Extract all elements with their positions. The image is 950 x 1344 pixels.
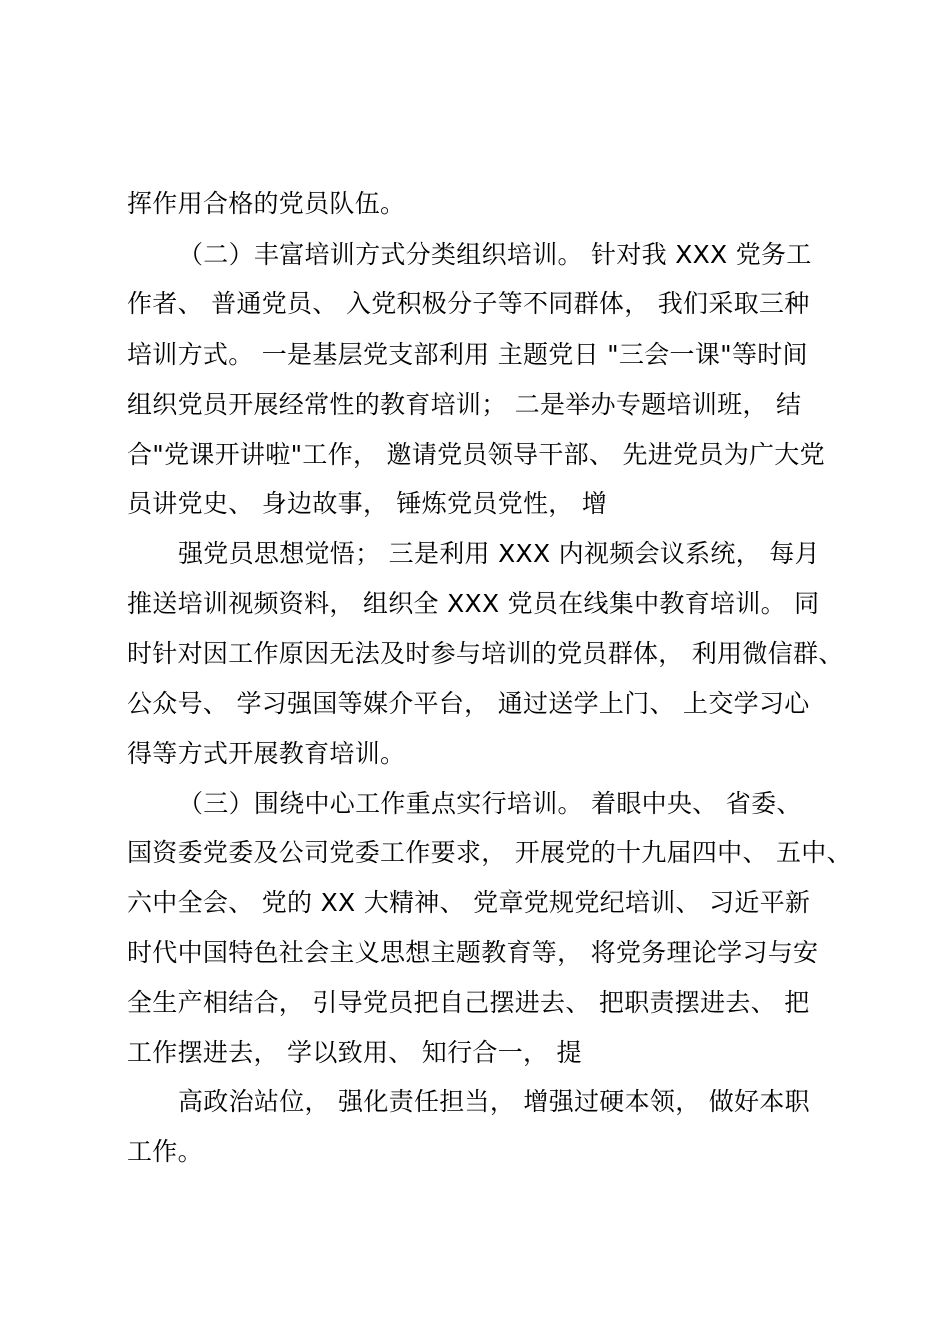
text-line: （三）围绕中心工作重点实行培训。 着眼中央、 省委、	[178, 789, 802, 818]
text-line: 高政治站位， 强化责任担当， 增强过硬本领， 做好本职	[178, 1087, 810, 1116]
text-line: 时代中国特色社会主义思想主题教育等， 将党务理论学习与安	[127, 938, 819, 967]
text-line: 工作。	[127, 1137, 203, 1166]
text-line: （二）丰富培训方式分类组织培训。 针对我 XXX 党务工	[178, 240, 812, 269]
text-line: 作者、 普通党员、 入党积极分子等不同群体， 我们采取三种	[127, 289, 810, 318]
text-line: 公众号、 学习强国等媒介平台， 通过送学上门、 上交学习心	[127, 689, 810, 718]
text-line: 时针对因工作原因无法及时参与培训的党员群体， 利用微信群、	[127, 639, 844, 668]
text-line: 员讲党史、 身边故事， 锤炼党员党性， 增	[127, 489, 608, 518]
text-line: 组织党员开展经常性的教育培训； 二是举办专题培训班， 结	[127, 390, 802, 419]
text-line: 培训方式。 一是基层党支部利用 主题党日 "三会一课"等时间	[127, 340, 808, 369]
text-line: 六中全会、 党的 XX 大精神、 党章党规党纪培训、 习近平新	[127, 888, 811, 917]
text-line: 得等方式开展教育培训。	[127, 739, 406, 768]
text-line: 推送培训视频资料， 组织全 XXX 党员在线集中教育培训。 同	[127, 589, 820, 618]
text-line: 合"党课开讲啦"工作， 邀请党员领导干部、 先进党员为广大党	[127, 440, 825, 469]
text-line: 强党员思想觉悟； 三是利用 XXX 内视频会议系统， 每月	[178, 539, 820, 568]
text-line: 全生产相结合， 引导党员把自己摆进去、 把职责摆进去、 把	[127, 988, 810, 1017]
text-line: 挥作用合格的党员队伍。	[127, 189, 406, 218]
text-line: 工作摆进去， 学以致用、 知行合一， 提	[127, 1038, 582, 1067]
text-line: 国资委党委及公司党委工作要求， 开展党的十九届四中、 五中、	[127, 838, 852, 867]
